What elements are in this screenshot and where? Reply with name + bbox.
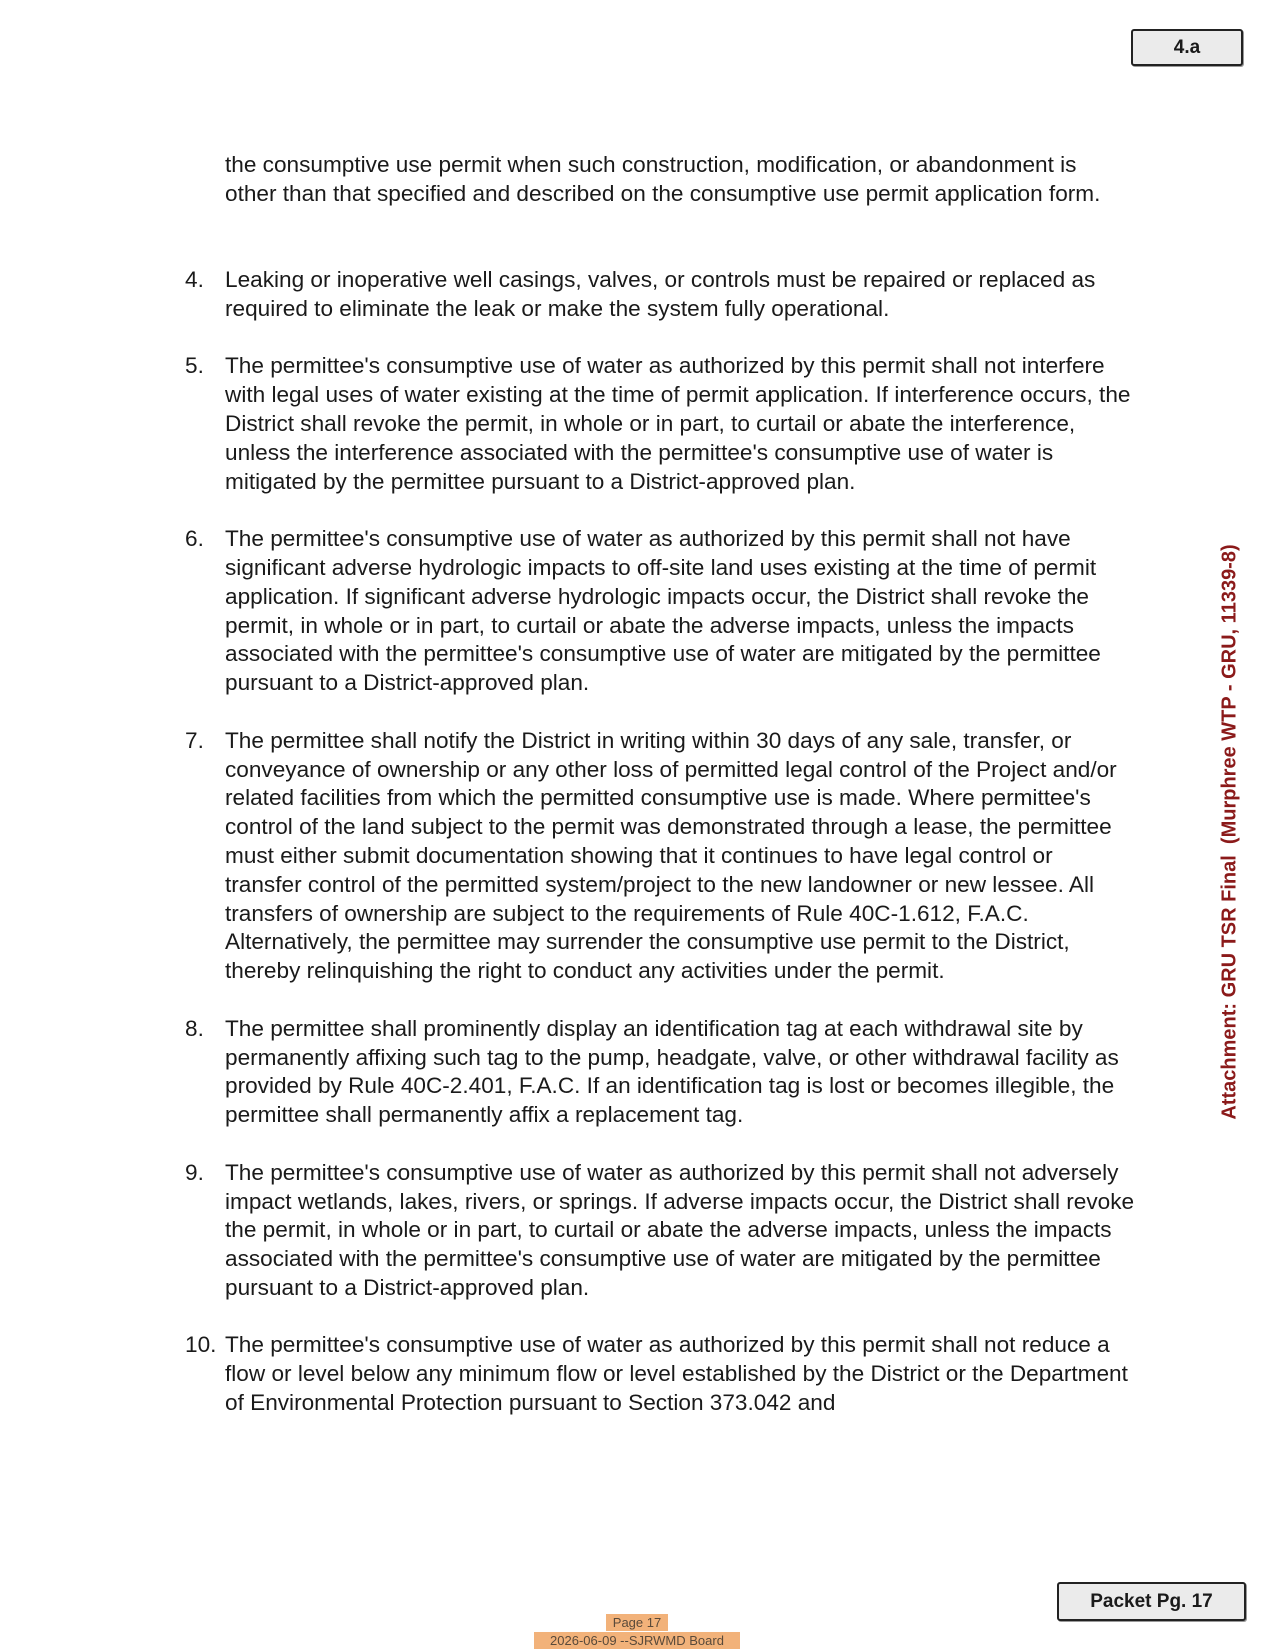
attachment-side-label: Attachment: GRU TSR Final (Murphree WTP - GRU, 11339-8) [1218, 544, 1241, 1120]
condition-item-5 [185, 352, 1135, 496]
condition-text: The permittee's consumptive use of water as authorized by this permit shall not reduce a flow or level below any minimum flow or level established by the District or the Department of Environmental Protection pursuant to Section 373.042 and [225, 1332, 1128, 1416]
condition-item-8 [185, 1015, 1135, 1130]
condition-number: 5. [185, 353, 204, 379]
condition-number: 9. [185, 1159, 204, 1185]
footer-page-number: Page 17 [606, 1614, 668, 1631]
condition-number: 8. [185, 1015, 204, 1041]
condition-item-6 [185, 525, 1135, 698]
condition-text: Leaking or inoperative well casings, valves, or controls must be repaired or replaced as required to eliminate the leak or make the system fully operational. [225, 267, 1096, 321]
condition-number: 6. [185, 526, 204, 552]
condition-number: 4. [185, 267, 204, 292]
condition-text: The permittee's consumptive use of water as authorized by this permit shall not interfere with legal uses of water existing at the time of permit application. If interference occurs, the District shall revoke the permit, in whole or in part, to curtail or abate the interference, unless the interference associated with the permittee's consumptive use of water is mitigated by the permittee pursuant to a District-approved plan. [225, 353, 1131, 494]
condition-item-10 [185, 1331, 1135, 1417]
condition-item-9 [185, 1159, 1135, 1303]
condition-text: The permittee's consumptive use of water as authorized by this permit shall not have significant adverse hydrologic impacts to off-site land uses existing at the time of permit application. If significant adverse hydrologic impacts occur, the District shall revoke the permit, in whole or in part, to curtail or abate the adverse impacts, unless the impacts associated with the permittee's consumptive use of water are mitigated by the permittee pursuant to a District-approved plan. [225, 526, 1101, 696]
footer-meeting-label: 2026-06-09 --SJRWMD Board [534, 1632, 740, 1649]
condition-item-7 [185, 727, 1135, 986]
condition-number: 10. [185, 1332, 217, 1358]
agenda-item-tag: 4.a [1131, 29, 1243, 66]
packet-page-tag: Packet Pg. 17 [1057, 1582, 1246, 1621]
continuation-paragraph: the consumptive use permit when such construction, modification, or abandonment is other than that specified and described on the consumptive use permit application form. [225, 152, 1101, 206]
condition-text: The permittee's consumptive use of water as authorized by this permit shall not adversely impact wetlands, lakes, rivers, or springs. If adverse impacts occur, the District shall revoke the permit, in whole or in part, to curtail or abate the adverse impacts, unless the impacts associated with the permittee's consumptive use of water are mitigated by the permittee pursuant to a District-approved plan. [225, 1159, 1135, 1300]
condition-item-4 [185, 266, 1135, 324]
condition-number: 7. [185, 727, 204, 753]
condition-text: The permittee shall notify the District in writing within 30 days of any sale, transfer, or conveyance of ownership or any other loss of permitted legal control of the Project and/or related facilities from which the permitted consumptive use is made. Where permittee's control of the land subject to the permit was demonstrated through a lease, the permittee must either submit documentation showing that it continues to have legal control or transfer control of the permitted system/project to the new landowner or new lessee. All transfers of ownership are subject to the requirements of Rule 40C-1.612, F.A.C. Alternatively, the permittee may surrender the consumptive use permit to the District, thereby relinquishing the right to conduct any activities under the permit. [225, 727, 1117, 984]
permit-conditions-list [185, 266, 1135, 1447]
condition-text: The permittee shall prominently display an identification tag at each withdrawal site by permanently affixing such tag to the pump, headgate, valve, or other withdrawal facility as provided by Rule 40C-2.401, F.A.C. If an identification tag is lost or becomes illegible, the permittee shall permanently affix a replacement tag. [225, 1015, 1119, 1128]
